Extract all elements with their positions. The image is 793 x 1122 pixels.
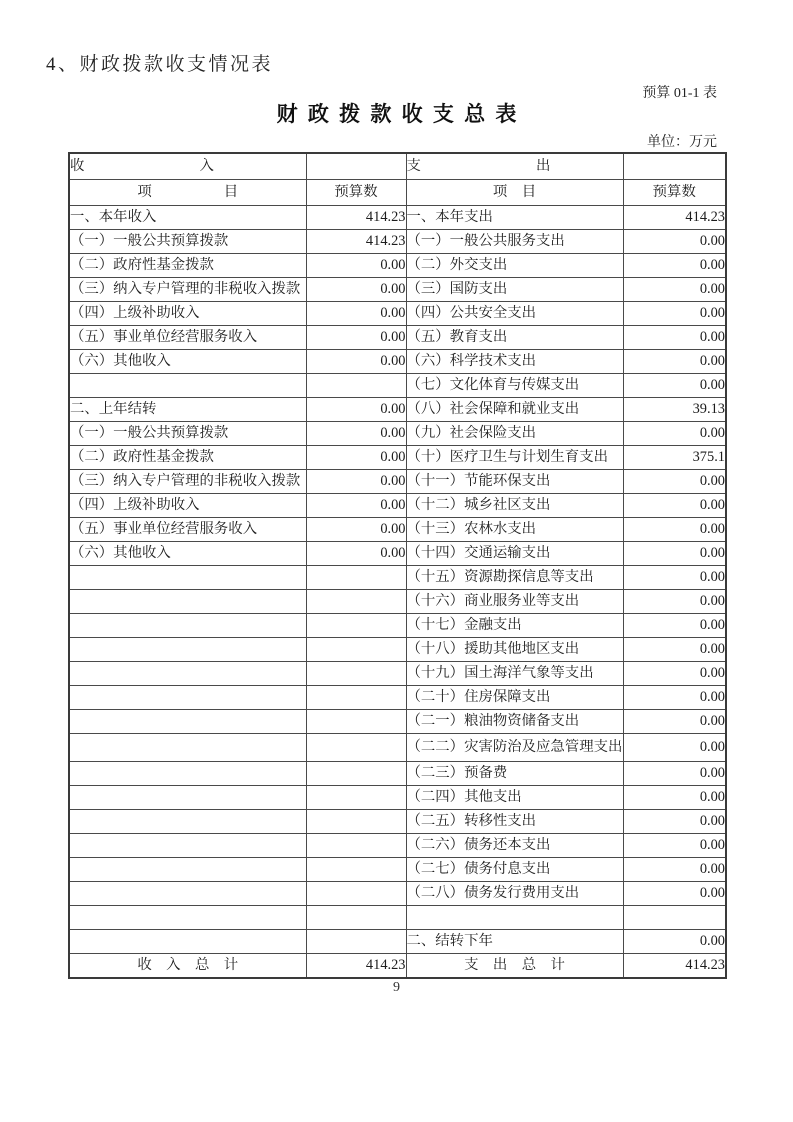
expense-item-cell: （三）国防支出 (406, 278, 623, 302)
table-row (69, 494, 726, 518)
expense-item-cell: （二十）住房保障支出 (406, 686, 623, 710)
table-code-label: 预算 01-1 表 (642, 86, 717, 101)
expense-item-cell: （二四）其他支出 (406, 786, 623, 810)
expense-item-cell: （二）外交支出 (406, 254, 623, 278)
expense-item-column-header: 项 目 (406, 180, 623, 206)
table-row (69, 762, 726, 786)
income-item-cell (69, 810, 306, 834)
income-item-cell: （六）其他收入 (69, 542, 306, 566)
expense-item-cell: 一、本年支出 (406, 206, 623, 230)
income-value-cell (306, 834, 406, 858)
income-item-cell (69, 734, 306, 762)
income-value-cell (306, 762, 406, 786)
income-value-cell (306, 786, 406, 810)
income-value-cell (306, 662, 406, 686)
expense-value-cell: 0.00 (623, 614, 726, 638)
income-value-cell (306, 810, 406, 834)
table-row (69, 734, 726, 762)
expense-item-cell: （十九）国土海洋气象等支出 (406, 662, 623, 686)
budget-summary-table (68, 152, 727, 979)
income-item-cell: （三）纳入专户管理的非税收入拨款 (69, 278, 306, 302)
income-value-cell: 414.23 (306, 230, 406, 254)
income-item-cell (69, 762, 306, 786)
income-value-cell (306, 882, 406, 906)
income-value-cell: 0.00 (306, 422, 406, 446)
expense-value-cell: 0.00 (623, 882, 726, 906)
income-item-cell (69, 710, 306, 734)
expense-value-cell (623, 906, 726, 930)
income-value-cell (306, 858, 406, 882)
expense-value-cell: 0.00 (623, 422, 726, 446)
table-row (69, 374, 726, 398)
expense-item-cell: （四）公共安全支出 (406, 302, 623, 326)
page-number: 9 (393, 980, 400, 995)
income-value-cell: 0.00 (306, 326, 406, 350)
income-item-column-header: 项 目 (69, 180, 306, 206)
income-item-cell: （二）政府性基金拨款 (69, 254, 306, 278)
income-value-cell: 0.00 (306, 518, 406, 542)
expense-value-cell: 414.23 (623, 206, 726, 230)
expense-value-cell: 0.00 (623, 326, 726, 350)
income-value-cell: 0.00 (306, 494, 406, 518)
expense-value-cell: 0.00 (623, 734, 726, 762)
expense-item-cell: （十二）城乡社区支出 (406, 494, 623, 518)
income-item-cell: （五）事业单位经营服务收入 (69, 326, 306, 350)
expense-item-cell: （十）医疗卫生与计划生育支出 (406, 446, 623, 470)
income-value-cell (306, 374, 406, 398)
table-row (69, 422, 726, 446)
table-row (69, 326, 726, 350)
expense-group-header: 支 出 (406, 153, 623, 180)
expense-item-cell: （十三）农林水支出 (406, 518, 623, 542)
totals-row (69, 954, 726, 979)
income-value-cell: 414.23 (306, 206, 406, 230)
table-row (69, 518, 726, 542)
expense-total-value: 414.23 (623, 954, 726, 979)
expense-value-cell: 0.00 (623, 662, 726, 686)
table-row (69, 882, 726, 906)
expense-item-cell: 二、结转下年 (406, 930, 623, 954)
table-row (69, 638, 726, 662)
expense-item-cell: （十七）金融支出 (406, 614, 623, 638)
income-item-cell (69, 786, 306, 810)
expense-value-cell: 0.00 (623, 762, 726, 786)
unit-label: 单位：万元 (647, 135, 717, 150)
expense-item-cell: （十六）商业服务业等支出 (406, 590, 623, 614)
expense-value-cell: 0.00 (623, 834, 726, 858)
table-row (69, 254, 726, 278)
income-group-header-spacer (306, 153, 406, 180)
expense-value-cell: 0.00 (623, 374, 726, 398)
income-item-cell: （六）其他收入 (69, 350, 306, 374)
table-row (69, 786, 726, 810)
expense-item-cell: （二六）债务还本支出 (406, 834, 623, 858)
expense-value-cell: 0.00 (623, 566, 726, 590)
table-row (69, 278, 726, 302)
income-item-cell (69, 374, 306, 398)
table-row (69, 302, 726, 326)
expense-value-cell: 0.00 (623, 518, 726, 542)
expense-group-header-spacer (623, 153, 726, 180)
expense-item-cell: （五）教育支出 (406, 326, 623, 350)
table-row (69, 542, 726, 566)
expense-value-cell: 0.00 (623, 686, 726, 710)
income-value-cell (306, 638, 406, 662)
income-value-cell (306, 906, 406, 930)
income-item-cell (69, 614, 306, 638)
expense-value-cell: 375.1 (623, 446, 726, 470)
expense-item-cell: （七）文化体育与传媒支出 (406, 374, 623, 398)
income-value-cell (306, 734, 406, 762)
expense-total-label: 支 出 总 计 (406, 954, 623, 979)
income-item-cell: （五）事业单位经营服务收入 (69, 518, 306, 542)
income-group-header: 收 入 (69, 153, 306, 180)
table-row (69, 710, 726, 734)
group-header-row (69, 153, 726, 180)
expense-value-cell: 0.00 (623, 254, 726, 278)
income-item-cell (69, 882, 306, 906)
income-item-cell: （三）纳入专户管理的非税收入拨款 (69, 470, 306, 494)
income-value-cell: 0.00 (306, 254, 406, 278)
expense-item-cell: （十八）援助其他地区支出 (406, 638, 623, 662)
income-item-cell: （二）政府性基金拨款 (69, 446, 306, 470)
expense-value-cell: 39.13 (623, 398, 726, 422)
income-item-cell (69, 590, 306, 614)
expense-item-cell: （六）科学技术支出 (406, 350, 623, 374)
income-value-cell: 0.00 (306, 398, 406, 422)
expense-value-cell: 0.00 (623, 858, 726, 882)
income-value-cell: 0.00 (306, 302, 406, 326)
income-value-cell: 0.00 (306, 446, 406, 470)
income-item-cell (69, 906, 306, 930)
expense-item-cell: （一）一般公共服务支出 (406, 230, 623, 254)
income-value-cell: 0.00 (306, 350, 406, 374)
income-value-cell (306, 614, 406, 638)
expense-item-cell (406, 906, 623, 930)
table-row (69, 470, 726, 494)
income-item-cell: 一、本年收入 (69, 206, 306, 230)
table-row (69, 206, 726, 230)
table-row (69, 686, 726, 710)
expense-value-cell: 0.00 (623, 590, 726, 614)
expense-item-cell: （二二）灾害防治及应急管理支出 (406, 734, 623, 762)
income-item-cell: 二、上年结转 (69, 398, 306, 422)
income-item-cell: （一）一般公共预算拨款 (69, 422, 306, 446)
expense-value-cell: 0.00 (623, 494, 726, 518)
expense-value-cell: 0.00 (623, 930, 726, 954)
table-row (69, 566, 726, 590)
income-item-cell (69, 858, 306, 882)
income-item-cell (69, 686, 306, 710)
table-row (69, 614, 726, 638)
expense-item-cell: （二五）转移性支出 (406, 810, 623, 834)
income-value-cell: 0.00 (306, 278, 406, 302)
income-total-label: 收 入 总 计 (69, 954, 306, 979)
expense-item-cell: （十四）交通运输支出 (406, 542, 623, 566)
table-row (69, 350, 726, 374)
expense-value-cell: 0.00 (623, 470, 726, 494)
expense-item-cell: （二三）预备费 (406, 762, 623, 786)
expense-item-cell: （十一）节能环保支出 (406, 470, 623, 494)
income-item-cell (69, 638, 306, 662)
table-row (69, 810, 726, 834)
expense-item-cell: （二一）粮油物资储备支出 (406, 710, 623, 734)
expense-value-cell: 0.00 (623, 278, 726, 302)
expense-value-cell: 0.00 (623, 710, 726, 734)
expense-value-cell: 0.00 (623, 230, 726, 254)
expense-item-cell: （九）社会保险支出 (406, 422, 623, 446)
table-row (69, 930, 726, 954)
expense-item-cell: （八）社会保障和就业支出 (406, 398, 623, 422)
income-total-value: 414.23 (306, 954, 406, 979)
income-value-cell (306, 686, 406, 710)
income-budget-column-header: 预算数 (306, 180, 406, 206)
income-item-cell (69, 566, 306, 590)
income-item-cell (69, 662, 306, 686)
table-row (69, 858, 726, 882)
income-item-cell: （四）上级补助收入 (69, 302, 306, 326)
expense-value-cell: 0.00 (623, 302, 726, 326)
income-value-cell (306, 590, 406, 614)
expense-budget-column-header: 预算数 (623, 180, 726, 206)
income-value-cell (306, 566, 406, 590)
section-heading: 4、财政拨款收支情况表 (46, 54, 274, 75)
income-value-cell: 0.00 (306, 542, 406, 566)
expense-item-cell: （十五）资源勘探信息等支出 (406, 566, 623, 590)
table-row (69, 446, 726, 470)
table-row (69, 834, 726, 858)
income-value-cell: 0.00 (306, 470, 406, 494)
table-row (69, 906, 726, 930)
expense-value-cell: 0.00 (623, 638, 726, 662)
income-item-cell: （一）一般公共预算拨款 (69, 230, 306, 254)
expense-value-cell: 0.00 (623, 350, 726, 374)
income-value-cell (306, 710, 406, 734)
expense-item-cell: （二八）债务发行费用支出 (406, 882, 623, 906)
expense-value-cell: 0.00 (623, 542, 726, 566)
expense-value-cell: 0.00 (623, 810, 726, 834)
income-item-cell (69, 930, 306, 954)
income-item-cell (69, 834, 306, 858)
expense-item-cell: （二七）债务付息支出 (406, 858, 623, 882)
document-title: 财 政 拨 款 收 支 总 表 (276, 102, 517, 126)
income-item-cell: （四）上级补助收入 (69, 494, 306, 518)
table-row (69, 398, 726, 422)
income-value-cell (306, 930, 406, 954)
column-header-row (69, 180, 726, 206)
table-row (69, 230, 726, 254)
table-row (69, 590, 726, 614)
table-row (69, 662, 726, 686)
expense-value-cell: 0.00 (623, 786, 726, 810)
